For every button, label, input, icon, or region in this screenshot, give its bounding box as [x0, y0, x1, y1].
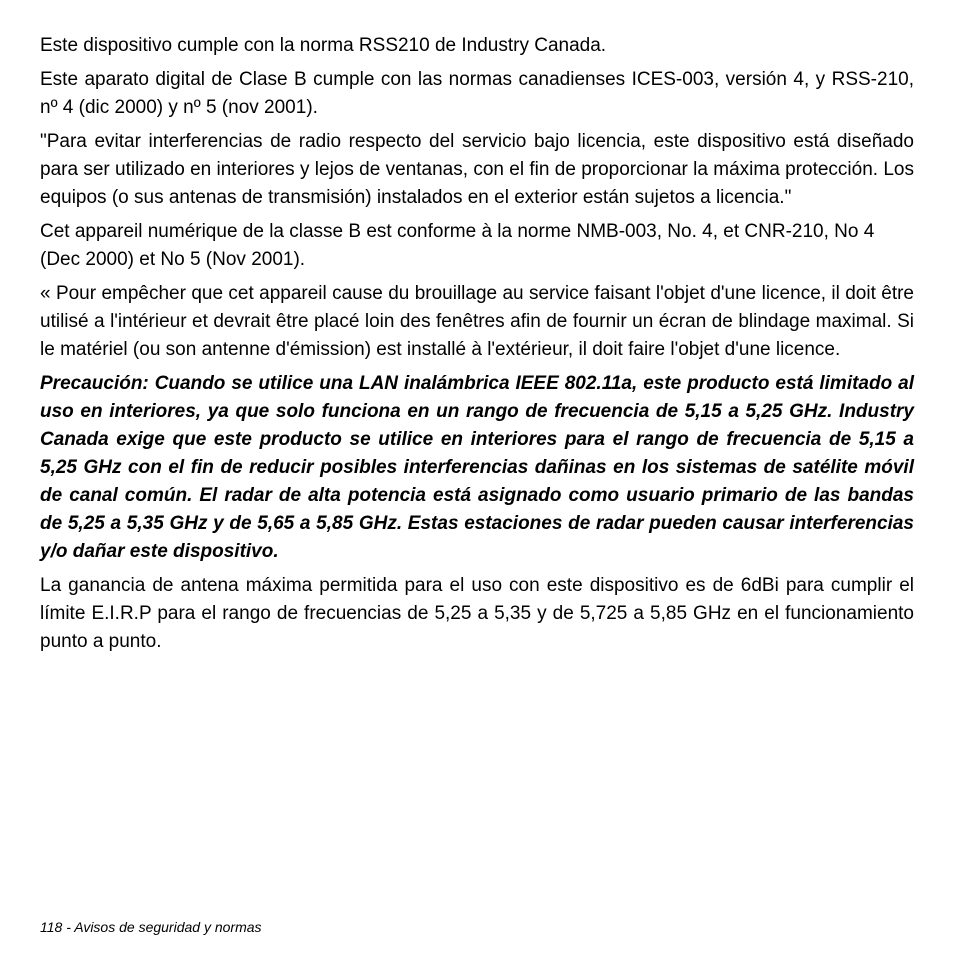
paragraph-precaution-warning: Precaución: Cuando se utilice una LAN inalámbrica IEEE 802.11a, este producto está limitado al uso en interiores, ya que solo funciona en un rango de frecuencia de 5,15 a 5,25 GHz. Industry Canada exige que este producto se utilice en interiores para el rango de frecuencia de 5,15 a 5,25 GHz con el fin de reducir posibles interferencias dañinas en los sistemas de satélite móvil de canal común. El radar de alta potencia está asignado como usuario primario de las bandas de 5,25 a 5,35 GHz y de 5,65 a 5,85 GHz. Estas estaciones de radar pueden causar interferencias y/o dañar este dispositivo.: [40, 373, 914, 562]
paragraph-class-b-spanish: Este aparato digital de Clase B cumple con las normas canadienses ICES-003, versión 4, y RSS-210, nº 4 (dic 2000) y nº 5 (nov 2001).: [40, 69, 914, 118]
page-body: [40, 32, 914, 662]
page-footer: 118 - Avisos de seguridad y normas: [40, 919, 262, 935]
paragraph-antenna-gain: La ganancia de antena máxima permitida para el uso con este dispositivo es de 6dBi para cumplir el límite E.I.R.P para el rango de frecuencias de 5,25 a 5,35 y de 5,725 a 5,85 GHz en el funcionamiento punto a punto.: [40, 575, 914, 652]
paragraph-interference-french: « Pour empêcher que cet appareil cause du brouillage au service faisant l'objet d'une licence, il doit être utilisé a l'intérieur et devrait être placé loin des fenêtres afin de fournir un écran de blindage maximal. Si le matériel (ou son antenne d'émission) est installé à l'extérieur, il doit faire l'objet d'une licence.: [40, 283, 914, 360]
paragraph-interference-spanish: "Para evitar interferencias de radio respecto del servicio bajo licencia, este dispositivo está diseñado para ser utilizado en interiores y lejos de ventanas, con el fin de proporcionar la máxima protección. Los equipos (o sus antenas de transmisión) instalados en el exterior están sujetos a licencia.": [40, 131, 914, 208]
paragraph-rss210: Este dispositivo cumple con la norma RSS210 de Industry Canada.: [40, 35, 607, 56]
paragraph-class-b-french: Cet appareil numérique de la classe B est conforme à la norme NMB-003, No. 4, et CNR-210, No 4 (Dec 2000) et No 5 (Nov 2001).: [40, 221, 875, 270]
